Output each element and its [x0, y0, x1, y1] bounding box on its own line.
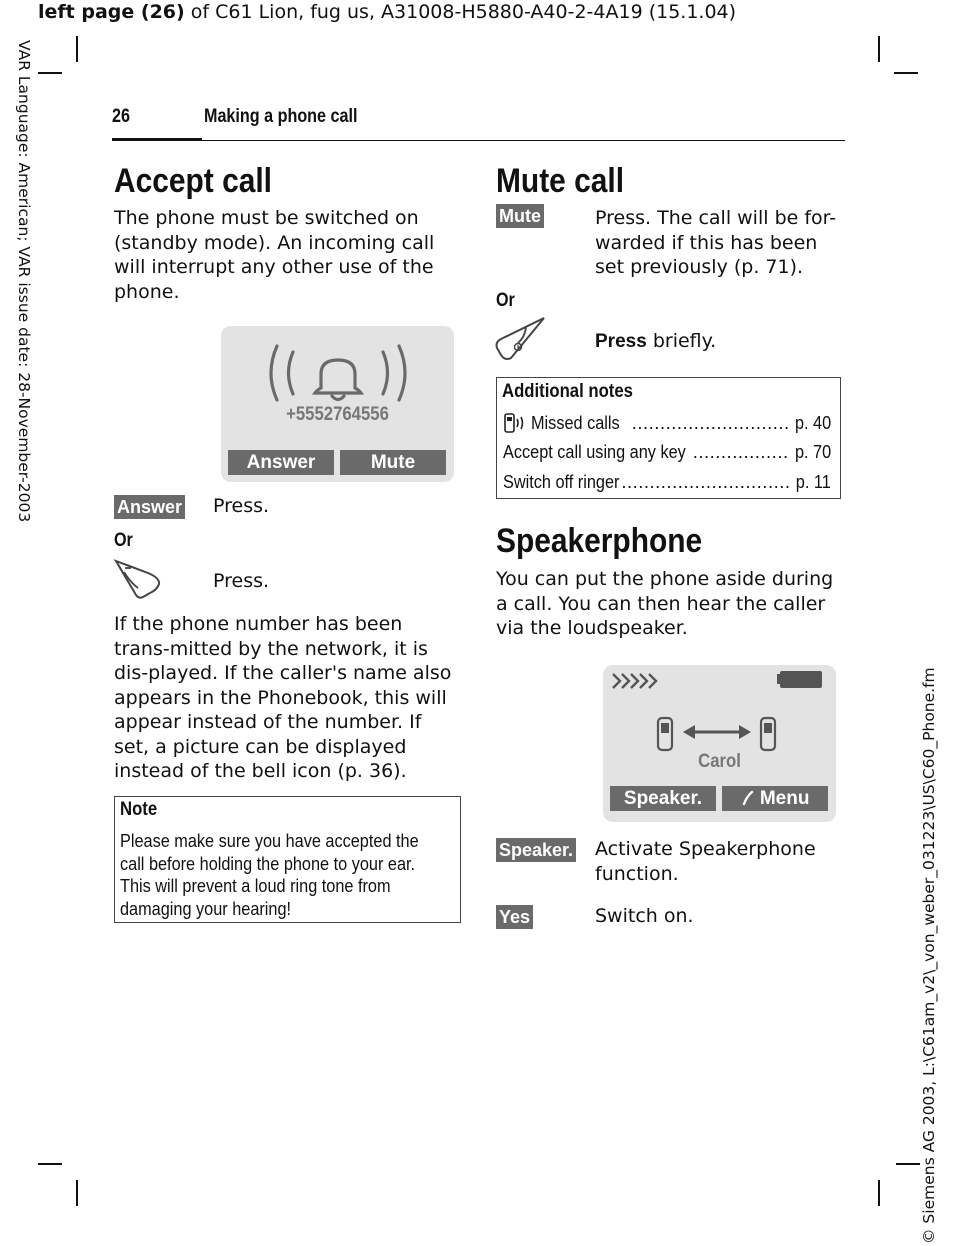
mute-key[interactable]: Mute	[496, 204, 544, 228]
notes-row-label: Accept call using any key	[503, 441, 686, 462]
note-title: Note	[120, 799, 158, 820]
crop-mark	[878, 36, 880, 62]
notes-row-page: p. 70	[794, 441, 831, 462]
end-key-step-text: briefly.	[646, 330, 717, 352]
speakerphone-screen	[603, 665, 836, 822]
crop-mark	[76, 1180, 78, 1206]
mute-call-heading: Mute call	[496, 162, 625, 200]
crop-mark	[894, 72, 918, 74]
speaker-softkey[interactable]: Speaker.	[610, 786, 716, 811]
battery-icon	[776, 670, 824, 690]
yes-step-text: Switch on.	[595, 905, 694, 927]
speaker-step-text: Activate Speakerphone function.	[595, 838, 816, 885]
mute-softkey[interactable]: Mute	[340, 450, 446, 475]
call-key-step-text: Press.	[213, 570, 270, 592]
page-number: 26	[112, 106, 130, 127]
caller-name: Carol	[698, 751, 741, 772]
side-text-left-label: VAR Language: American; VAR issue date: 28-November-2003	[15, 40, 33, 523]
side-text-right	[918, 630, 942, 1246]
header-rule	[112, 140, 845, 141]
note-text: Please make sure you have accepted the call before holding the phone to your ear. This will prevent a loud ring tone from damaging your hearing!	[120, 830, 419, 919]
notes-row-label: Switch off ringer	[503, 471, 620, 492]
page-header-title: Making a phone call	[204, 106, 358, 127]
end-key-icon	[495, 315, 547, 361]
crop-mark	[38, 1163, 62, 1165]
or-label: Or	[114, 530, 133, 551]
end-key-step-bold: Press	[595, 331, 647, 352]
running-head-rest: of C61 Lion, fug us, A31008-H5880-A40-2-4A19 (15.1.04)	[184, 1, 737, 23]
or-label: Or	[496, 290, 515, 311]
yes-key[interactable]: Yes	[496, 905, 533, 929]
caller-number: +5552764556	[286, 404, 389, 425]
bell-icon	[263, 340, 413, 406]
notes-row-switch-off-ringer[interactable]	[503, 470, 831, 494]
caller-info-paragraph: If the phone number has been trans-mitted by the network, it is dis-played. If the caller's name also appears in the Phonebook, this will appear instead of the number. If set, a picture can be displayed instead of the bell icon (p. 36).	[114, 613, 452, 782]
answer-softkey[interactable]: Answer	[228, 450, 334, 475]
additional-notes-box	[496, 377, 841, 499]
notes-row-label: Missed calls	[531, 412, 620, 433]
speaker-key[interactable]: Speaker.	[496, 838, 576, 862]
notes-row-page: p. 11	[795, 471, 831, 492]
phone-handset-icon	[741, 790, 755, 806]
crop-mark	[76, 36, 78, 62]
end-key-step	[595, 329, 716, 355]
menu-softkey[interactable]	[722, 786, 828, 811]
side-text-right-label: © Siemens AG 2003, L:\C61am_v2\_von_weber_031223\US\C60_Phone.fm	[920, 667, 938, 1244]
crop-mark	[896, 1163, 920, 1165]
crop-mark	[38, 72, 62, 74]
signal-icon	[610, 671, 660, 691]
crop-mark	[878, 1180, 880, 1206]
additional-notes-title: Additional notes	[502, 381, 633, 402]
notes-row-page: p. 40	[794, 412, 831, 433]
incoming-call-screen	[221, 326, 454, 482]
accept-call-intro: The phone must be switched on (standby mode). An incoming call will interrupt any other use of the phone.	[114, 207, 435, 303]
speakerphone-intro: You can put the phone aside during a call. You can then hear the caller via the loudspeaker.	[496, 568, 834, 639]
notes-row-accept-any-key[interactable]	[503, 440, 831, 464]
speakerphone-heading: Speakerphone	[496, 522, 703, 560]
mute-step-text: Press. The call will be for-warded if this has been set previously (p. 71).	[595, 207, 837, 278]
running-head-bold: left page (26)	[38, 1, 185, 23]
menu-softkey-label: Menu	[759, 788, 810, 809]
notes-row-missed-calls[interactable]	[503, 411, 831, 435]
missed-calls-icon	[503, 412, 529, 434]
running-head	[38, 0, 736, 24]
call-key-icon	[113, 557, 165, 601]
accept-call-heading: Accept call	[114, 162, 272, 200]
answer-step-text: Press.	[213, 495, 270, 517]
note-box	[114, 796, 461, 923]
answer-key[interactable]: Answer	[114, 495, 185, 519]
side-text-left	[12, 40, 32, 560]
